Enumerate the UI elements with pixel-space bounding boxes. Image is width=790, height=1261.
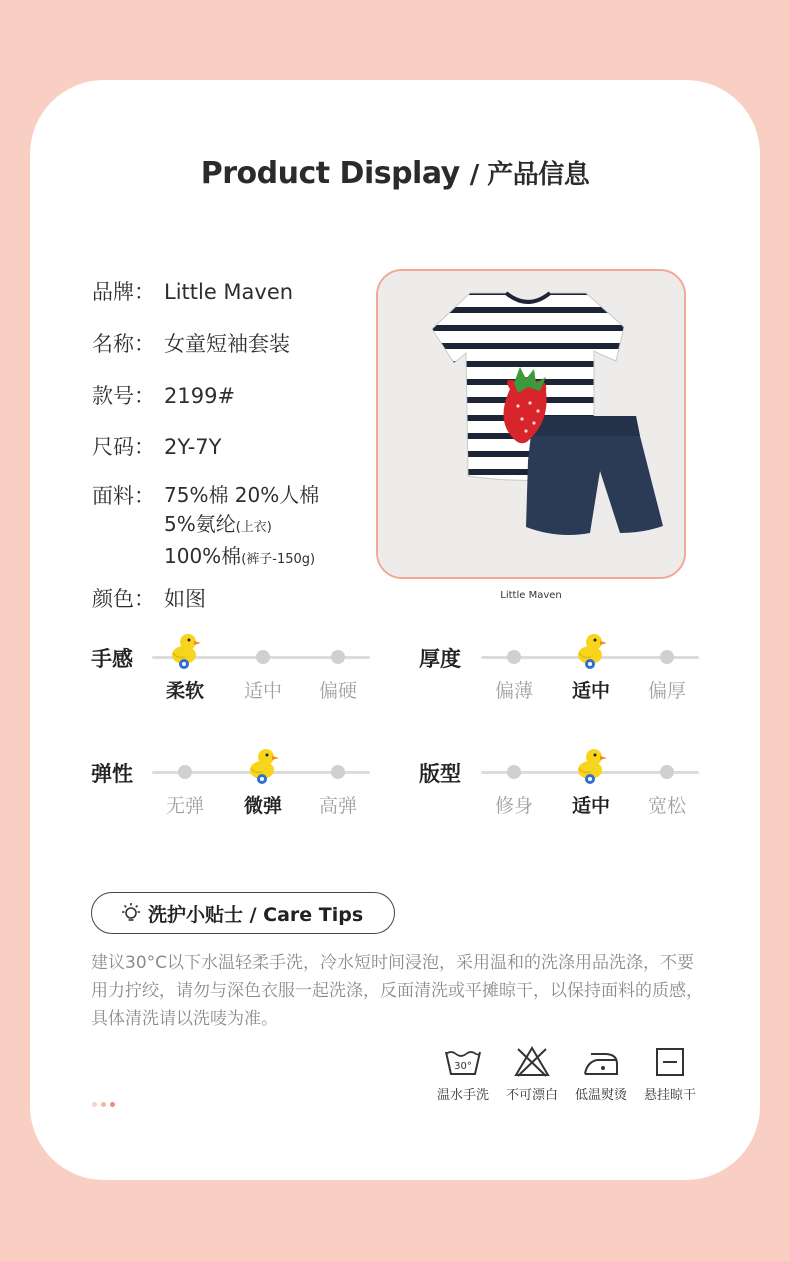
fabric-line-2-note: (上衣) bbox=[235, 520, 272, 535]
gauge-option: 适中 bbox=[243, 680, 282, 702]
care-item-dry bbox=[635, 1046, 705, 1103]
gauge-option: 适中 bbox=[571, 680, 610, 702]
gauge-option: 偏薄 bbox=[494, 680, 533, 702]
gauge-option: 柔软 bbox=[165, 680, 204, 702]
photo-caption: Little Maven bbox=[500, 590, 562, 601]
fabric-line-2 bbox=[164, 510, 319, 542]
fabric-values bbox=[164, 481, 319, 574]
duck-marker-icon bbox=[573, 746, 609, 786]
page-dot bbox=[92, 1102, 97, 1107]
gauge-option: 适中 bbox=[571, 795, 610, 817]
gauge-option: 宽松 bbox=[647, 795, 686, 817]
care-label: 温水手洗 bbox=[436, 1088, 489, 1103]
gauge-option: 微弹 bbox=[243, 795, 282, 817]
duck-marker-icon bbox=[573, 631, 609, 671]
spec-label: 颜色： bbox=[92, 587, 155, 611]
spec-value: 2Y-7Y bbox=[164, 435, 222, 459]
care-item-bleach bbox=[497, 1046, 567, 1103]
title-en: Product Display bbox=[200, 156, 460, 191]
spec-label: 面料： bbox=[92, 484, 155, 508]
spec-style-no bbox=[92, 380, 235, 410]
page-indicator bbox=[92, 1092, 119, 1111]
fabric-line-3-note: (裤子-150g) bbox=[241, 552, 316, 567]
gauge-dot bbox=[256, 650, 270, 664]
spec-size bbox=[92, 431, 221, 461]
no-bleach-icon bbox=[512, 1046, 552, 1078]
wash-30-icon bbox=[443, 1046, 483, 1078]
gauge-dot bbox=[660, 765, 674, 779]
gauge-dot bbox=[660, 650, 674, 664]
spec-label: 名称： bbox=[92, 332, 155, 356]
spec-label: 款号： bbox=[92, 384, 155, 408]
care-label: 不可漂白 bbox=[505, 1088, 558, 1103]
gauge-dot bbox=[507, 765, 521, 779]
gauge-option: 偏厚 bbox=[647, 680, 686, 702]
low-iron-icon bbox=[581, 1046, 621, 1078]
product-photo bbox=[376, 269, 686, 579]
title-cn: / 产品信息 bbox=[469, 160, 590, 190]
care-tips-title: 洗护小贴士 / Care Tips bbox=[148, 903, 364, 926]
spec-label: 尺码： bbox=[92, 435, 155, 459]
gauge-dot bbox=[507, 650, 521, 664]
fabric-line-3-text: 100%棉 bbox=[164, 544, 242, 568]
gauge-label: 厚度 bbox=[419, 647, 461, 671]
hang-dry-icon bbox=[650, 1046, 690, 1078]
spec-brand bbox=[92, 276, 293, 306]
spec-value: 女童短袖套装 bbox=[164, 332, 290, 356]
gauge-label: 版型 bbox=[419, 762, 461, 786]
gauge-dot bbox=[331, 650, 345, 664]
spec-label: 品牌： bbox=[92, 280, 155, 304]
fabric-line-2-text: 5%氨纶 bbox=[164, 512, 236, 536]
duck-marker-icon bbox=[167, 631, 203, 671]
care-item-wash bbox=[428, 1046, 498, 1103]
outfit-illustration bbox=[378, 271, 686, 579]
spec-color bbox=[92, 583, 206, 613]
care-instructions: 建议30°C以下水温轻柔手洗，冷水短时间浸泡，采用温和的洗涤用品洗涤，不要用力拧绞，请勿与深色衣服一起洗涤，反面清洗或平摊晾干，以保持面料的质感，具体清洗请以洗唛为准。 bbox=[91, 953, 703, 1029]
lightbulb-icon bbox=[120, 902, 142, 924]
spec-fabric bbox=[92, 480, 164, 510]
duck-marker-icon bbox=[245, 746, 281, 786]
gauge-option: 无弹 bbox=[165, 795, 204, 817]
gauge-label: 弹性 bbox=[91, 762, 133, 786]
page-title bbox=[0, 154, 790, 191]
spec-value: Little Maven bbox=[164, 280, 294, 304]
gauge-label: 手感 bbox=[91, 647, 133, 671]
wash-temp-badge: 30° bbox=[454, 1061, 472, 1072]
fabric-line-3 bbox=[164, 542, 319, 574]
spec-value: 2199# bbox=[164, 384, 236, 408]
fabric-line-1: 75%棉 20%人棉 bbox=[164, 483, 320, 507]
gauge-option: 高弹 bbox=[318, 795, 357, 817]
spec-name bbox=[92, 328, 290, 358]
gauge-dot bbox=[178, 765, 192, 779]
page-dot bbox=[101, 1102, 106, 1107]
page-dot bbox=[110, 1102, 115, 1107]
spec-value: 如图 bbox=[164, 587, 206, 611]
care-item-iron bbox=[566, 1046, 636, 1103]
gauge-option: 偏硬 bbox=[318, 680, 357, 702]
care-label: 悬挂晾干 bbox=[643, 1088, 696, 1103]
care-tips-pill bbox=[91, 892, 395, 934]
gauge-dot bbox=[331, 765, 345, 779]
gauge-option: 修身 bbox=[494, 795, 533, 817]
care-label: 低温熨烫 bbox=[574, 1088, 627, 1103]
